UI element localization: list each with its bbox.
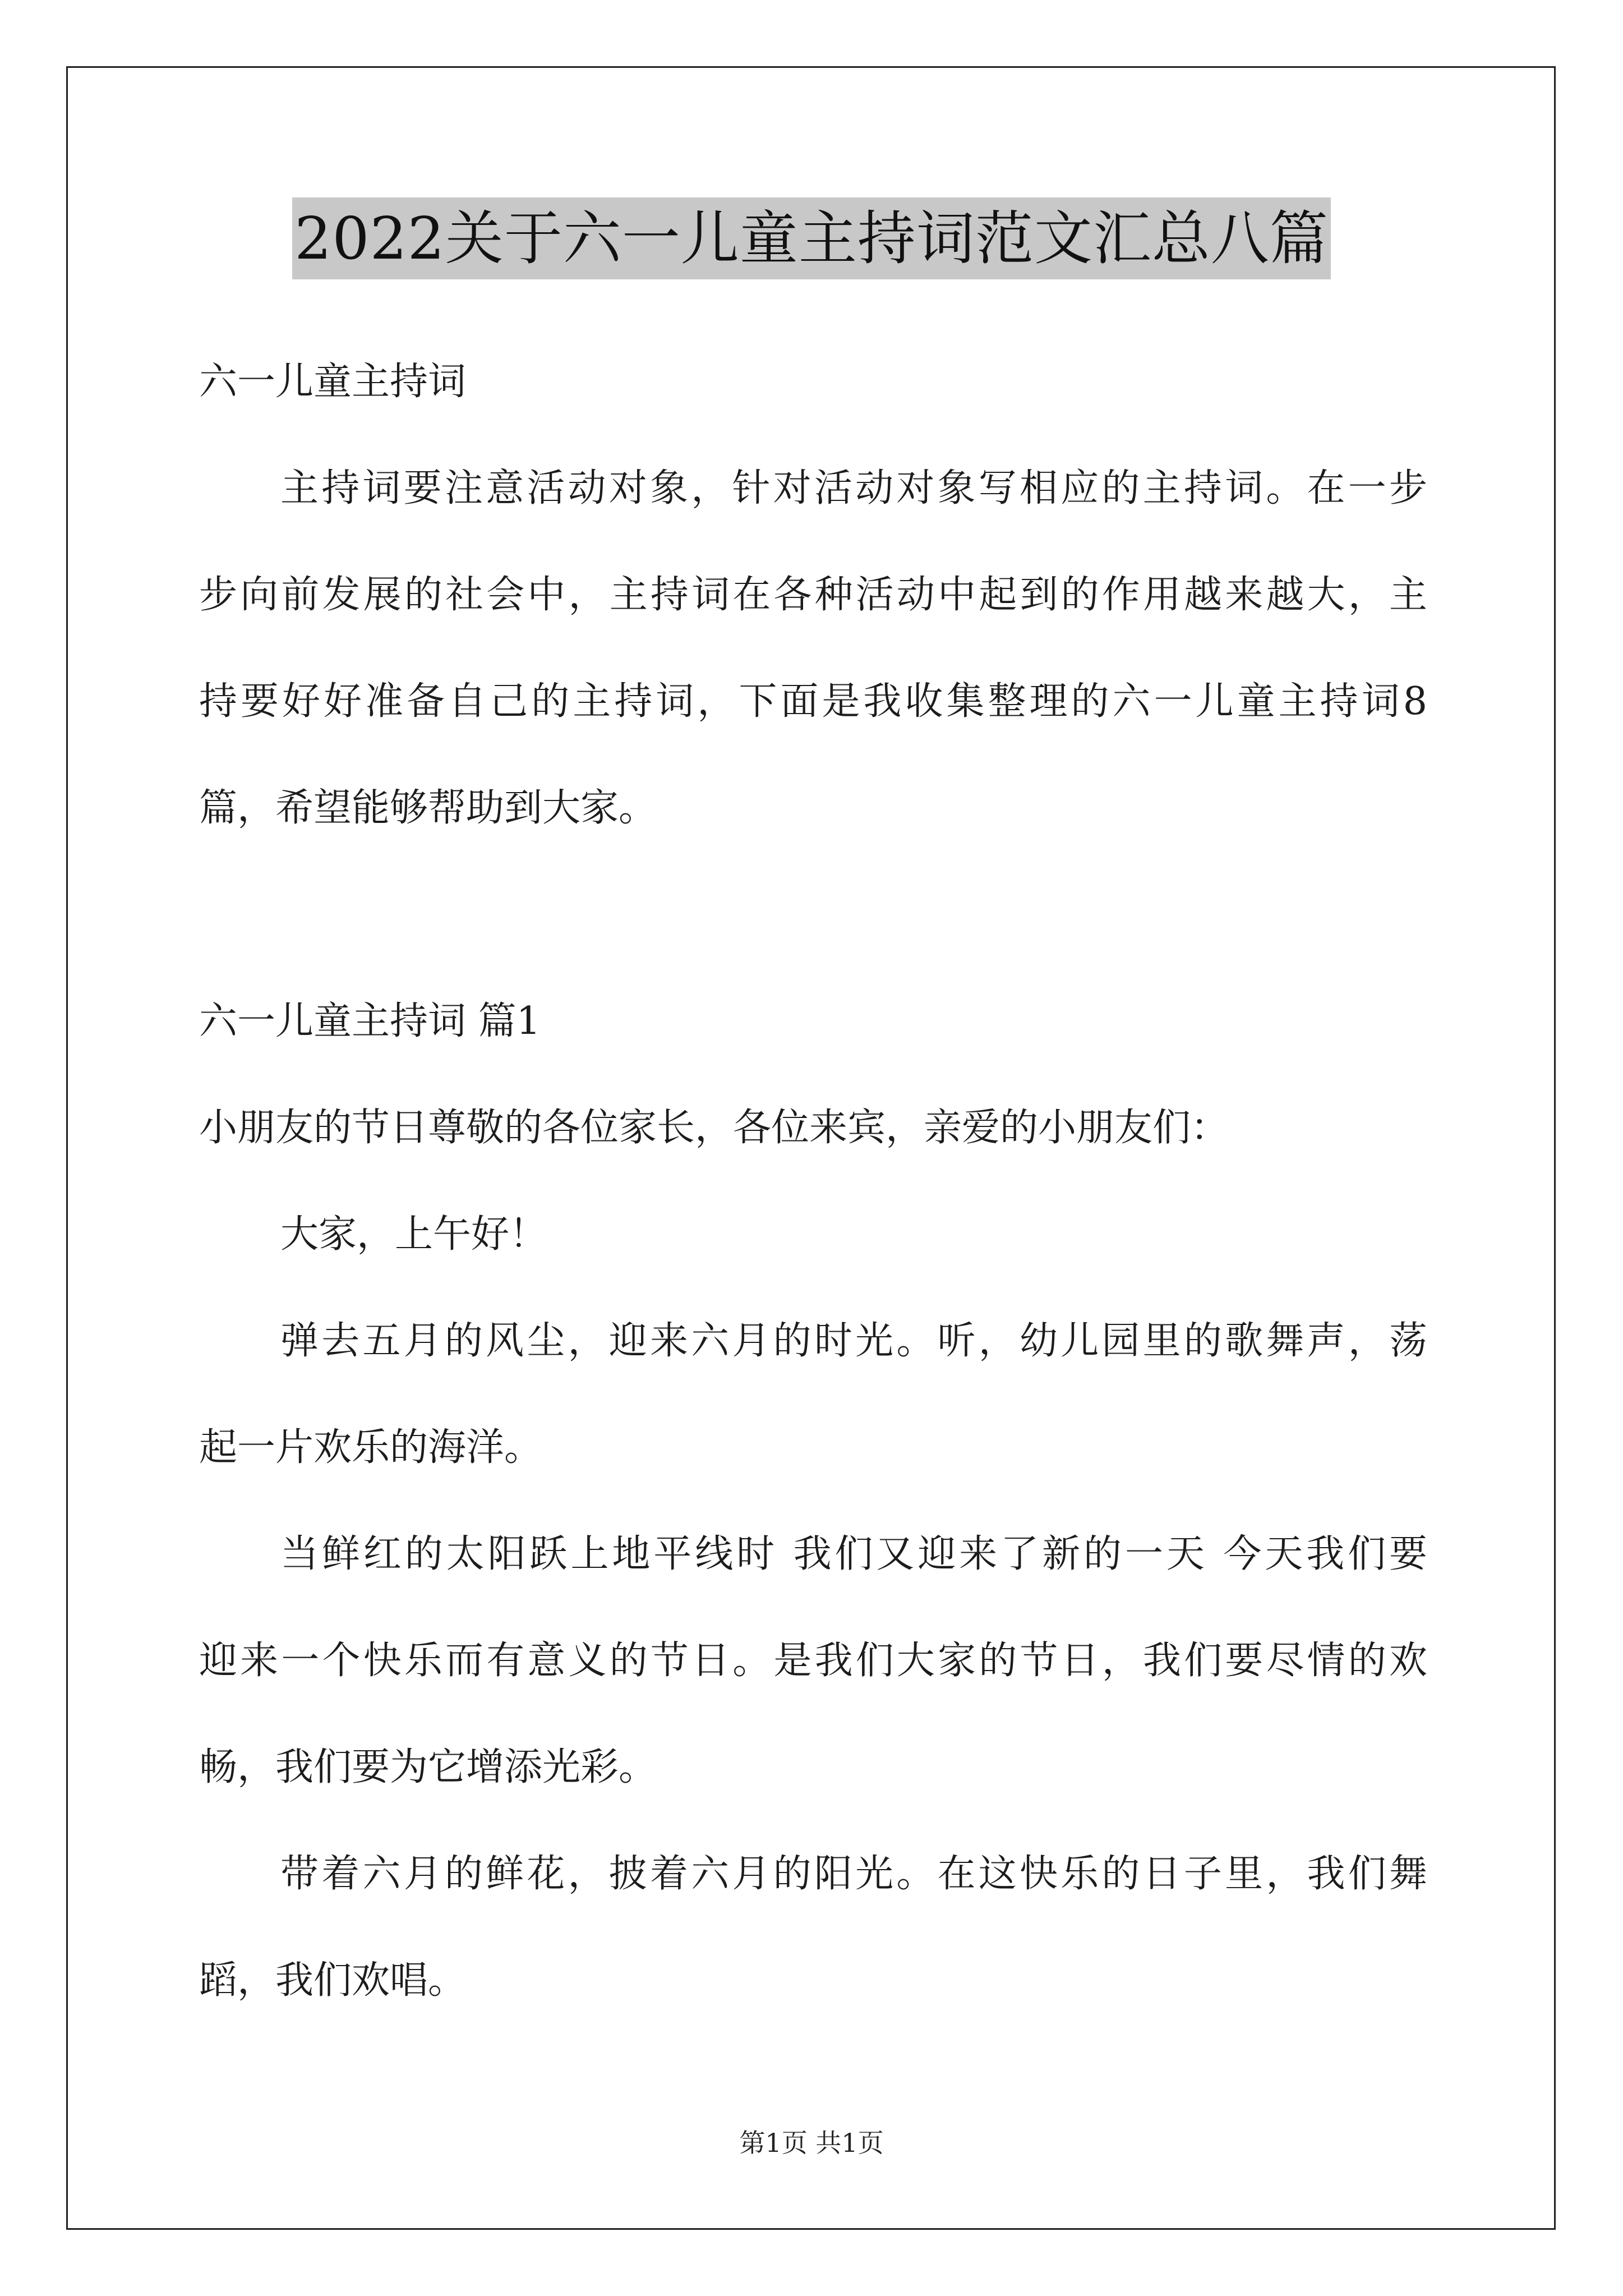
section-heading-intro: 六一儿童主持词 — [199, 360, 467, 404]
paragraph-line: 迎来一个快乐而有意义的节日。是我们大家的节日，我们要尽情的欢 — [199, 1639, 1427, 1683]
paragraph-line: 大家，上午好！ — [280, 1212, 548, 1257]
paragraph-line: 当鲜红的太阳跃上地平线时 我们又迎来了新的一天 今天我们要 — [280, 1532, 1427, 1576]
paragraph-line: 步向前发展的社会中，主持词在各种活动中起到的作用越来越大，主 — [199, 573, 1427, 617]
page-number-footer: 第1页 共1页 — [739, 2128, 884, 2158]
section-heading-part-1: 六一儿童主持词 篇1 — [199, 999, 541, 1043]
paragraph-line: 起一片欢乐的海洋。 — [199, 1425, 543, 1470]
paragraph-line: 畅，我们要为它增添光彩。 — [199, 1745, 657, 1789]
paragraph-line: 弹去五月的风尘，迎来六月的时光。听，幼儿园里的歌舞声，荡 — [280, 1319, 1427, 1363]
paragraph-line: 主持词要注意活动对象，针对活动对象写相应的主持词。在一步 — [280, 466, 1427, 510]
paragraph-line: 带着六月的鲜花，披着六月的阳光。在这快乐的日子里，我们舞 — [280, 1852, 1427, 1896]
paragraph-line: 小朋友的节日尊敬的各位家长，各位来宾，亲爱的小朋友们： — [199, 1106, 1229, 1150]
document-title: 2022关于六一儿童主持词范文汇总八篇 — [292, 197, 1331, 279]
paragraph-line: 蹈，我们欢唱。 — [199, 1958, 467, 2003]
title-container — [0, 197, 1623, 279]
paragraph-line: 篇，希望能够帮助到大家。 — [199, 786, 657, 830]
paragraph-line: 持要好好准备自己的主持词，下面是我收集整理的六一儿童主持词8 — [199, 679, 1427, 724]
